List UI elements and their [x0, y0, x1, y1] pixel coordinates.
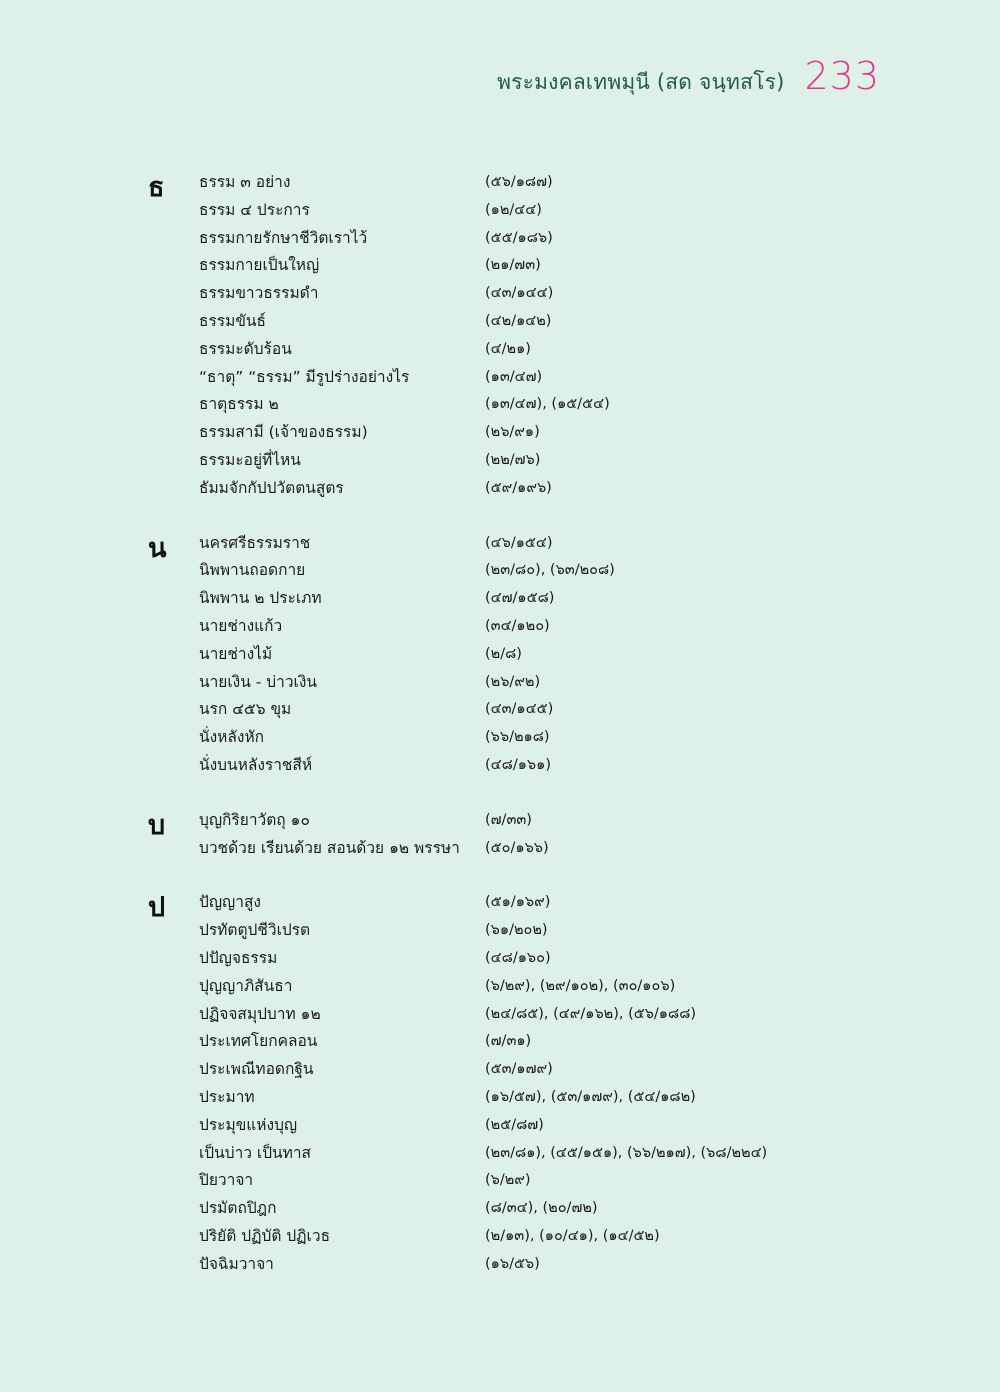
section-letter: ป — [148, 892, 166, 924]
entry-reference: (๒/๑๓), (๑๐/๔๑), (๑๔/๕๒) — [485, 1227, 660, 1244]
index-entry — [0, 889, 1000, 917]
index-entry — [0, 1251, 1000, 1279]
entry-reference: (๔๘/๑๖๐) — [485, 949, 551, 966]
entry-term: ธรรมกายรักษาชีวิตเราไว้ — [199, 228, 368, 247]
entry-term: นครศรีธรรมราช — [199, 533, 311, 552]
index-entry — [0, 752, 1000, 780]
index-entry — [0, 613, 1000, 641]
entry-reference: (๑๓/๔๗), (๑๕/๕๔) — [485, 396, 610, 413]
index-entry — [0, 530, 1000, 558]
entry-reference: (๖/๒๙) — [485, 1172, 531, 1189]
entry-reference: (๒๓/๘๑), (๔๕/๑๕๑), (๖๖/๒๑๗), (๖๘/๒๒๔) — [485, 1144, 768, 1161]
index-entry — [0, 1001, 1000, 1029]
entry-term: นั่งบนหลังราชสีห์ — [199, 755, 313, 774]
index-entry — [0, 1028, 1000, 1056]
index-entry — [0, 391, 1000, 419]
index-entry — [0, 696, 1000, 724]
section-letter: ธ — [148, 172, 165, 203]
entry-reference: (๔๗/๑๕๘) — [485, 590, 555, 607]
index-entry — [0, 917, 1000, 945]
entry-reference: (๗/๓๑) — [485, 1033, 532, 1050]
entry-term: ธรรมกายเป็นใหญ่ — [199, 256, 320, 275]
index-entry — [0, 945, 1000, 973]
index-entry — [0, 1167, 1000, 1195]
entry-term: ธรรมสามี (เจ้าของธรรม) — [199, 423, 368, 442]
entry-reference: (๕๙/๑๙๖) — [485, 479, 552, 496]
index-section — [0, 530, 1000, 780]
entry-term: เป็นบ่าว เป็นทาส — [199, 1143, 312, 1162]
page-header — [497, 54, 880, 99]
entry-reference: (๑๖/๕๖) — [485, 1255, 540, 1272]
entry-reference: (๕๕/๑๘๖) — [485, 229, 553, 246]
index-entry — [0, 669, 1000, 697]
entry-term: ประมุขแห่งบุญ — [199, 1115, 298, 1134]
entry-term: ปปัญจธรรม — [199, 948, 278, 967]
entry-term: ธรรมะอยู่ที่ไหน — [199, 450, 301, 469]
index-entry — [0, 419, 1000, 447]
index-entry — [0, 557, 1000, 585]
entry-term: นรก ๔๕๖ ขุม — [199, 700, 292, 719]
entry-term: นั่งหลังหัก — [199, 728, 265, 747]
entry-term: ธรรม ๔ ประการ — [199, 200, 310, 219]
entry-reference: (๕๓/๑๗๙) — [485, 1061, 553, 1078]
index-entry — [0, 1112, 1000, 1140]
entry-term: ปรทัตตูปชีวิเปรต — [199, 921, 311, 940]
entry-term: ธัมมจักกัปปวัตตนสูตร — [199, 478, 344, 497]
index-entry — [0, 197, 1000, 225]
entry-reference: (๒๖/๙๑) — [485, 424, 540, 441]
entry-term: ธรรมขันธ์ — [199, 311, 266, 330]
entry-reference: (๓๔/๑๒๐) — [485, 617, 550, 634]
running-title: พระมงคลเทพมุนี (สด จนฺทสโร) — [497, 70, 785, 94]
entry-reference: (๖/๒๙), (๒๙/๑๐๒), (๓๐/๑๐๖) — [485, 977, 676, 994]
entry-reference: (๒๔/๘๕), (๔๙/๑๖๒), (๕๖/๑๘๘) — [485, 1005, 697, 1022]
entry-reference: (๑๖/๕๗), (๕๓/๑๗๙), (๕๔/๑๘๒) — [485, 1088, 696, 1105]
index-section — [0, 889, 1000, 1278]
entry-term: ประเพณีทอดกฐิน — [199, 1060, 314, 1079]
index-entry — [0, 308, 1000, 336]
index-entry — [0, 364, 1000, 392]
entry-term: ธรรมขาวธรรมดำ — [199, 284, 319, 303]
entry-term: นายเงิน - บ่าวเงิน — [199, 672, 317, 691]
entry-reference: (๔๘/๑๖๑) — [485, 756, 551, 773]
index-entry — [0, 973, 1000, 1001]
index-entry — [0, 835, 1000, 863]
entry-term: ปุญญาภิสันธา — [199, 976, 293, 995]
page-number: 233 — [804, 54, 880, 98]
index-entry — [0, 1056, 1000, 1084]
index-list — [0, 169, 1000, 1305]
entry-term: บุญกิริยาวัตถุ ๑๐ — [199, 810, 310, 829]
entry-reference: (๔๖/๑๕๔) — [485, 534, 553, 551]
entry-reference: (๔๓/๑๔๔) — [485, 285, 554, 302]
index-entry — [0, 447, 1000, 475]
entry-term: นิพพานถอดกาย — [199, 561, 306, 580]
entry-reference: (๑๒/๔๔) — [485, 201, 542, 218]
entry-reference: (๕๖/๑๘๗) — [485, 174, 553, 190]
entry-term: ประมาท — [199, 1087, 255, 1106]
entry-term: ปริยัติ ปฏิบัติ ปฏิเวธ — [199, 1226, 331, 1245]
index-entry — [0, 724, 1000, 752]
index-entry — [0, 280, 1000, 308]
entry-reference: (๒๖/๙๒) — [485, 673, 541, 690]
entry-reference: (๔๓/๑๔๕) — [485, 701, 554, 718]
index-entry — [0, 1195, 1000, 1223]
index-entry — [0, 807, 1000, 835]
entry-reference: (๒๒/๗๖) — [485, 451, 541, 468]
entry-reference: (๒๓/๘๐), (๖๓/๒๐๘) — [485, 562, 615, 579]
entry-reference: (๖๖/๒๑๘) — [485, 729, 550, 746]
entry-reference: (๒๑/๗๓) — [485, 257, 541, 274]
entry-term: ธาตุธรรม ๒ — [199, 395, 279, 414]
entry-term: ปัญญาสูง — [199, 893, 261, 912]
entry-reference: (๕๐/๑๖๖) — [485, 839, 549, 856]
entry-reference: (๗/๓๓) — [485, 811, 532, 828]
entry-reference: (๘/๓๔), (๒๐/๗๒) — [485, 1200, 598, 1217]
index-entry — [0, 475, 1000, 503]
entry-term: นิพพาน ๒ ประเภท — [199, 589, 322, 608]
index-entry — [0, 169, 1000, 197]
index-entry — [0, 1223, 1000, 1251]
entry-reference: (๒/๘) — [485, 645, 522, 662]
entry-term: ธรรม ๓ อย่าง — [199, 173, 291, 191]
entry-reference: (๒๕/๘๗) — [485, 1116, 544, 1133]
index-section — [0, 807, 1000, 863]
entry-term: นายช่างแก้ว — [199, 616, 283, 635]
entry-term: ปรมัตถปิฎก — [199, 1199, 277, 1218]
section-letter: บ — [148, 809, 166, 841]
entry-term: บวชด้วย เรียนด้วย สอนด้วย ๑๒ พรรษา — [199, 838, 460, 857]
index-entry — [0, 641, 1000, 669]
index-entry — [0, 252, 1000, 280]
entry-reference: (๔๒/๑๔๒) — [485, 312, 552, 329]
entry-reference: (๖๑/๒๐๒) — [485, 922, 548, 939]
entry-term: ปัจฉิมวาจา — [199, 1254, 274, 1273]
entry-term: “ธาตุ” “ธรรม” มีรูปร่างอย่างไร — [199, 367, 410, 386]
index-entry — [0, 1084, 1000, 1112]
entry-reference: (๑๓/๔๗) — [485, 368, 543, 385]
entry-reference: (๕๑/๑๖๙) — [485, 894, 551, 911]
entry-term: ปฏิจจสมุปบาท ๑๒ — [199, 1004, 321, 1023]
entry-term: ธรรมะดับร้อน — [199, 339, 292, 358]
entry-term: ประเทศโยกคลอน — [199, 1032, 318, 1051]
index-entry — [0, 1140, 1000, 1168]
entry-term: ปิยวาจา — [199, 1171, 254, 1190]
index-entry — [0, 585, 1000, 613]
index-entry — [0, 225, 1000, 253]
index-section — [0, 169, 1000, 503]
index-entry — [0, 336, 1000, 364]
entry-reference: (๔/๒๑) — [485, 340, 531, 357]
entry-term: นายช่างไม้ — [199, 644, 273, 663]
section-letter: น — [148, 532, 167, 564]
